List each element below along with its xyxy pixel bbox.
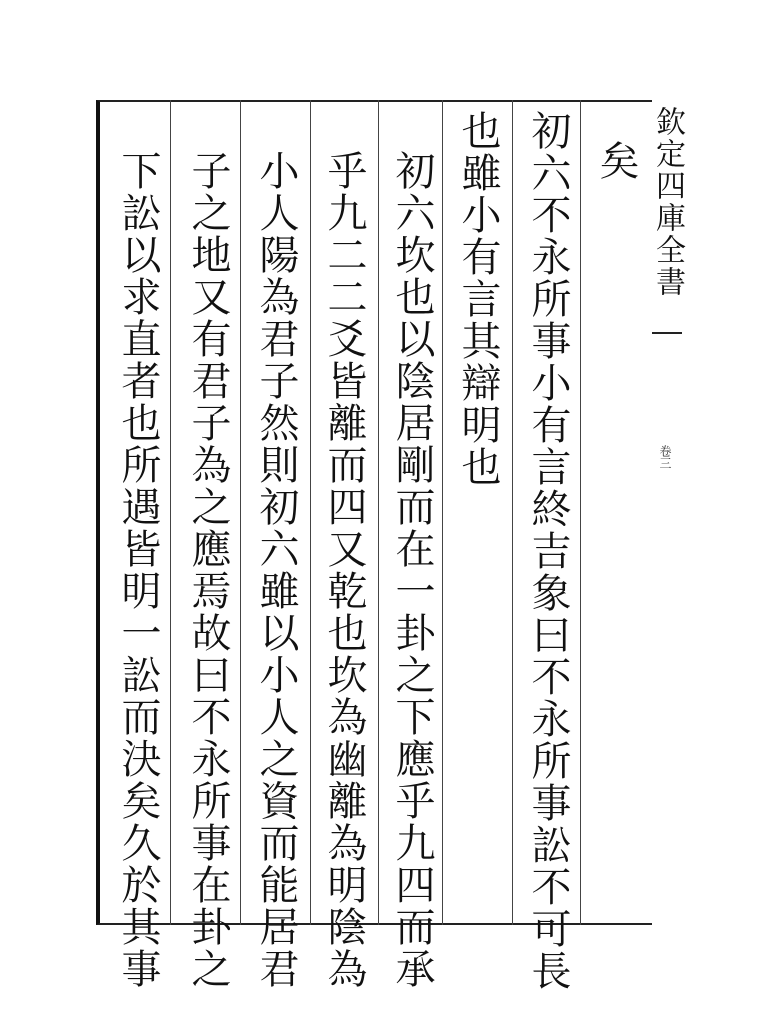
text-column-6: 小人陽為君子然則初六雖以小人之資而能居君 bbox=[253, 150, 299, 990]
fish-tail-mark bbox=[652, 332, 682, 348]
text-column-7: 子之地又有君子為之應焉故曰不永所事在卦之 bbox=[185, 150, 231, 990]
column-rule bbox=[170, 100, 171, 925]
text-column-3: 也雖小有言其辯明也 bbox=[455, 110, 501, 488]
book-title: 欽定四庫全書 bbox=[650, 106, 685, 298]
column-rule bbox=[240, 100, 241, 925]
column-rule bbox=[580, 100, 581, 925]
text-column-5: 乎九二二爻皆離而四又乾也坎為幽離為明陰為 bbox=[321, 150, 367, 990]
text-column-4: 初六坎也以陰居剛而在一卦之下應乎九四而承 bbox=[389, 150, 435, 990]
column-rule bbox=[442, 100, 443, 925]
column-rule bbox=[310, 100, 311, 925]
volume-label: 卷三 bbox=[658, 445, 672, 469]
column-rule bbox=[378, 100, 379, 925]
text-column-2: 初六不永所事小有言終吉象曰不永所事訟不可長 bbox=[525, 110, 571, 992]
text-column-8: 下訟以求直者也所遇皆明一訟而決矣久於其事 bbox=[115, 150, 161, 990]
page-margin-strip bbox=[650, 100, 685, 925]
text-column-1: 矣 bbox=[593, 140, 639, 182]
column-rule bbox=[512, 100, 513, 925]
